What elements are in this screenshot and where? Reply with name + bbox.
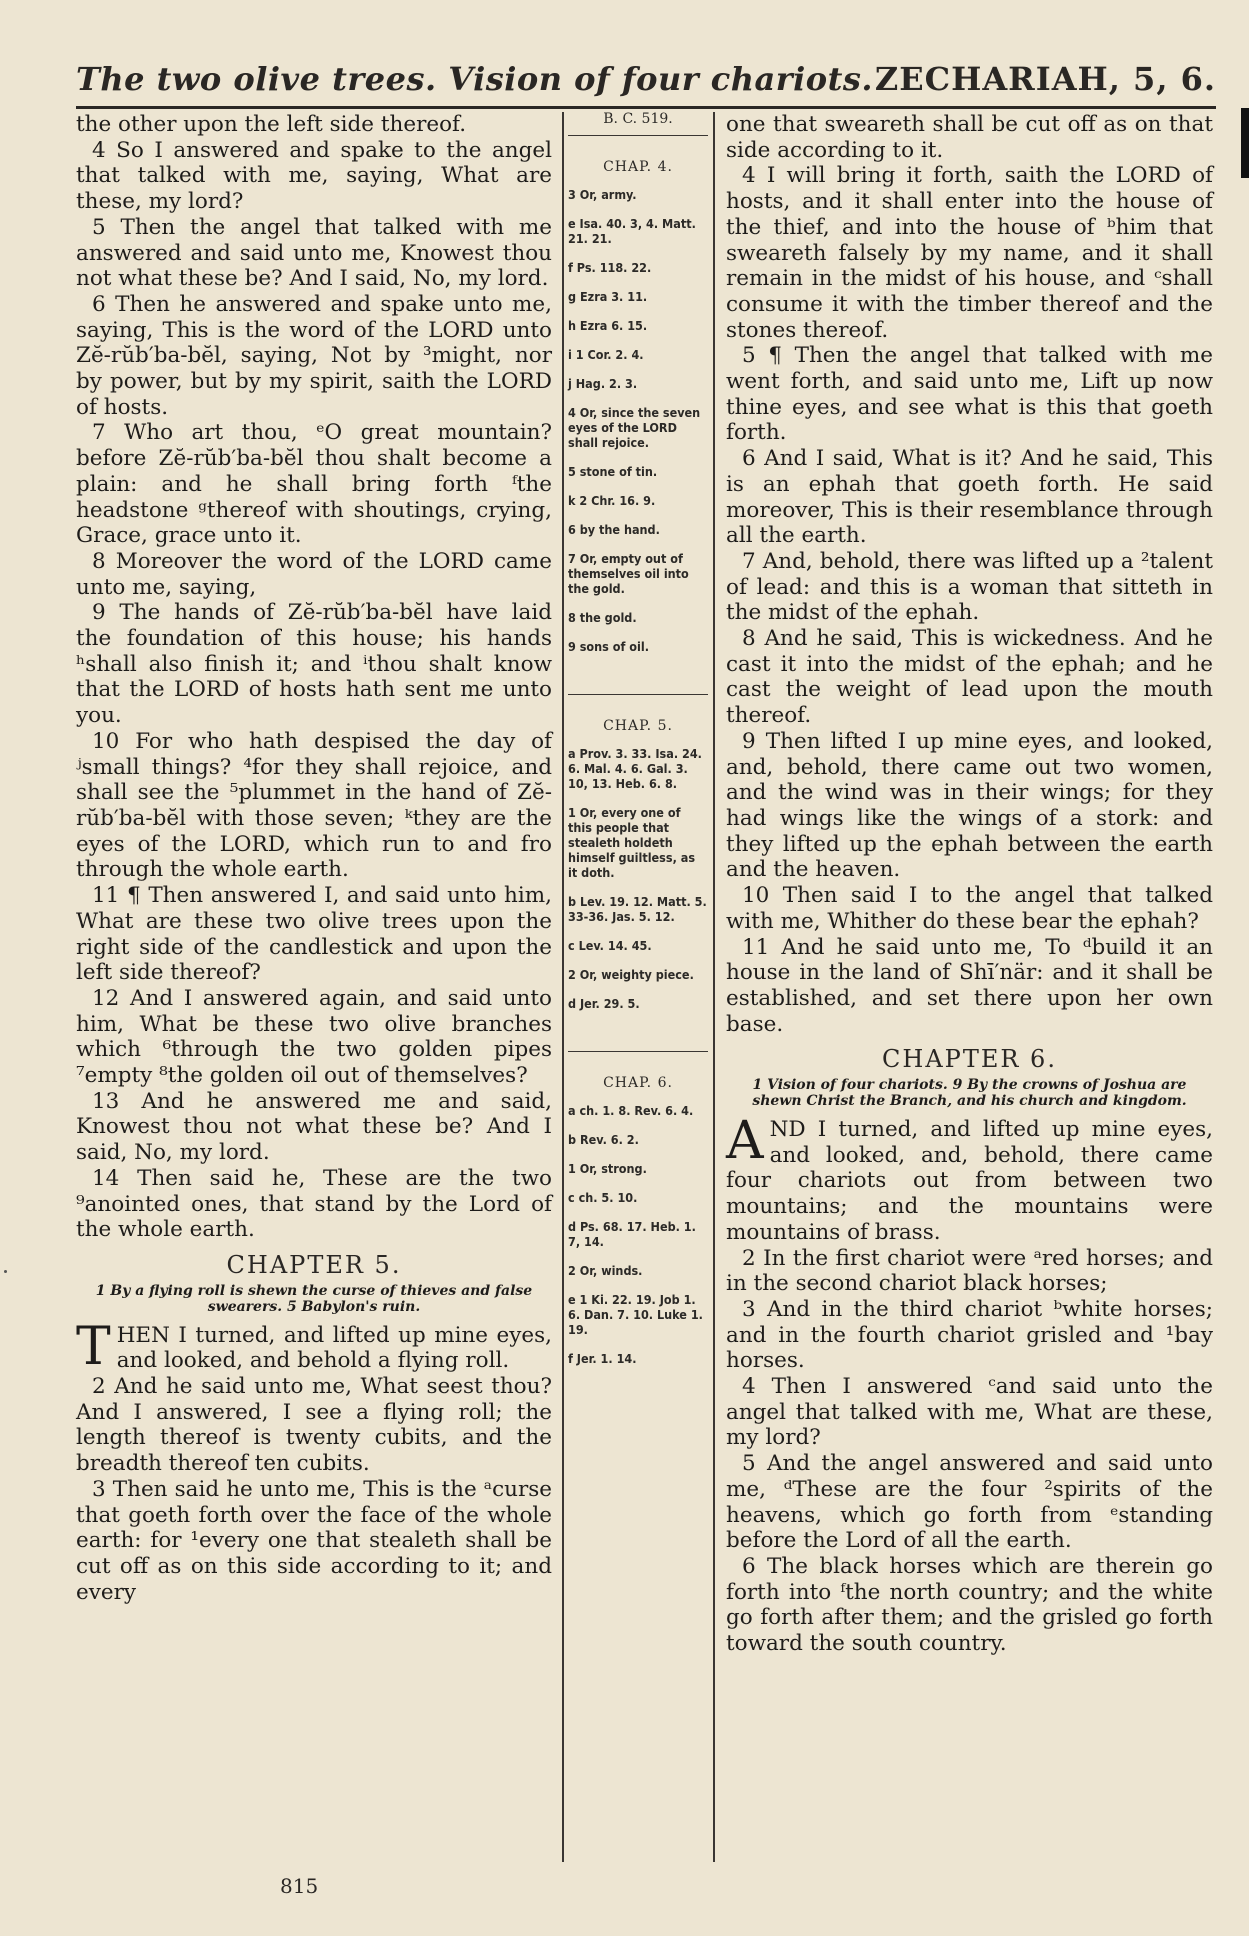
chapter-5-verse-1 [76,1316,552,1377]
margin-note: b Rev. 6. 2. [568,1132,639,1147]
margin-note: e Isa. 40. 3, 4. Matt. 21. 21. [568,216,696,246]
verse: 12 And I answered again, and said unto him, What be these two olive branches which ⁶through the two golden pipes ⁷empty ⁸the golden oil out of themselves? [76,985,552,1089]
chapter-6-verse-1-text: ND I turned, and lifted up mine eyes, and looked, and, behold, there came four chariots out from between two mountains; and the mountains were mountains of brass. [726,1117,1213,1245]
margin-note: 6 by the hand. [568,522,660,537]
margin-note: 1 Or, strong. [568,1161,647,1176]
margin-note: a ch. 1. 8. Rev. 6. 4. [568,1103,694,1118]
margin-note: h Ezra 6. 15. [568,318,648,333]
chapter-6-dropcap: A [726,1111,764,1172]
verse: 5 And the angel answered and said unto me, ᵈThese are the four ²spirits of the heavens, which go forth from ᵉstanding before the Lord of all the earth. [726,1451,1213,1554]
margin-chap-4: CHAP. 4. [603,159,673,175]
margin-note: 4 Or, since the seven eyes of the LORD shall rejoice. [568,405,701,450]
verse: 6 The black horses which are therein go forth into ᶠthe north country; and the white go forth after them; and the grisled go forth toward the south country. [726,1553,1213,1657]
verse: 6 And I said, What is it? And he said, This is an ephah that goeth forth. He said moreover, This is their resemblance through all the earth. [726,446,1213,549]
margin-note: 7 Or, empty out of themselves oil into the gold. [568,551,689,596]
verse: 13 And he answered me and said, Knowest thou not what these be? And I said, No, my lord. [76,1088,552,1166]
verse: 2 In the first chariot were ᵃred horses; and in the second chariot black horses; [726,1245,1213,1297]
margin-note: d Ps. 68. 17. Heb. 1. 7, 14. [568,1219,696,1249]
verse: 6 Then he answered and spake unto me, saying, This is the word of the LORD unto Zĕ-rŭb′ba-bĕl, saying, Not by ³might, nor by power, but by my spirit, saith the LORD of hosts. [76,291,552,420]
verse: 5 ¶ Then the angel that talked with me went forth, and said unto me, Lift up now thine eyes, and see what is this that goeth forth. [726,343,1213,446]
margin-note: f Jer. 1. 14. [568,1351,637,1366]
verse: one that sweareth shall be cut off as on that side according to it. [726,112,1213,163]
verse: 11 And he said unto me, To ᵈbuild it an house in the land of Shī′när: and it shall be established, and set there upon her own base. [726,934,1213,1037]
margin-note: 3 Or, army. [568,187,637,202]
margin-chap-6: CHAP. 6. [603,1075,673,1091]
column-divider-right [713,112,715,1862]
margin-note: c ch. 5. 10. [568,1190,638,1205]
margin-note: f Ps. 118. 22. [568,260,652,275]
margin-note: d Jer. 29. 5. [568,996,640,1011]
margin-rule [568,135,708,136]
paper-speck [4,1270,7,1273]
margin-note: g Ezra 3. 11. [568,289,648,304]
margin-note: i 1 Cor. 2. 4. [568,347,644,362]
thumb-index-tab [1241,108,1249,178]
verse: 4 I will bring it forth, saith the LORD of hosts, and it shall enter into the house of the thief, and into the house of ᵇhim that sweareth falsely by my name, and it shall remain in the midst of his house, and ᶜshall consume it with the timber thereof and the stones thereof. [726,163,1213,343]
verse: 10 Then said I to the angel that talked with me, Whither do these bear the ephah? [726,883,1213,934]
margin-note: j Hag. 2. 3. [568,376,638,391]
verse: 3 And in the third chariot ᵇwhite horses; and in the fourth chariot grisled and ¹bay horses. [726,1296,1213,1374]
chapter-5-verse-1-text: HEN I turned, and lifted up mine eyes, and looked, and behold a flying roll. [116,1322,552,1374]
chapter-5-heading: CHAPTER 5. [226,1250,402,1279]
margin-note: 2 Or, weighty piece. [568,967,694,982]
verse: 8 Moreover the word of the LORD came unto me, saying, [76,548,552,600]
margin-date: B. C. 519. [603,111,673,127]
verse: 7 And, behold, there was lifted up a ²talent of lead: and this is a woman that sitteth in the midst of the ephah. [726,548,1213,626]
verse: 4 Then I answered ᶜand said unto the angel that talked with me, What are these, my lord? [726,1374,1213,1451]
margin-rule [568,694,708,695]
margin-note: e 1 Ki. 22. 19. Job 1. 6. Dan. 7. 10. Luke 1. 19. [568,1292,703,1337]
center-reference-column [568,112,708,1380]
verse: the other upon the left side thereof. [76,112,467,137]
margin-note: 9 sons of oil. [568,639,650,654]
margin-note: c Lev. 14. 45. [568,938,652,953]
right-text-column [726,112,1213,1657]
chapter-6-summary: 1 Vision of four chariots. 9 By the crowns of Joshua are shewn Christ the Branch, and his church and kingdom. [752,1077,1187,1110]
chapter-6-heading: CHAPTER 6. [882,1045,1057,1074]
page-number: 815 [280,1874,319,1898]
running-header [76,56,1216,109]
verse: 4 So I answered and spake to the angel that talked with me, saying, What are these, my lord? [76,137,552,215]
header-topic: The two olive trees. Vision of four chariots. [76,60,874,98]
left-text-column [76,112,552,1605]
chapter-6-verse-1 [726,1111,1213,1246]
margin-chap-5: CHAP. 5. [603,718,673,734]
column-divider-left [562,112,564,1862]
margin-note: k 2 Chr. 16. 9. [568,493,656,508]
verse: 2 And he said unto me, What seest thou? And I answered, I see a flying roll; the length thereof is twenty cubits, and the breadth thereof ten cubits. [76,1374,552,1477]
verse: 9 Then lifted I up mine eyes, and looked, and, behold, there came out two women, and the wind was in their wings; for they had wings like the wings of a stork: and they lifted up the ephah between the earth and the heaven. [726,728,1213,883]
verse: 3 Then said he unto me, This is the ᵃcurse that goeth forth over the face of the whole earth: for ¹every one that stealeth shall be cut off as on this side according to it; and every [76,1476,552,1605]
margin-note: b Lev. 19. 12. Matt. 5. 33-36. Jas. 5. 12. [568,894,707,924]
margin-rule [568,1051,708,1052]
margin-note: 2 Or, winds. [568,1263,643,1278]
verse: 11 ¶ Then answered I, and said unto him, What are these two olive trees upon the right side of the candlestick and upon the left side thereof? [76,883,552,986]
margin-note: 1 Or, every one of this people that stealeth holdeth himself guiltless, as it doth. [568,805,696,880]
margin-note: 5 stone of tin. [568,464,658,479]
verse: 5 Then the angel that talked with me answered and said unto me, Knowest thou not what these be? And I said, No, my lord. [76,214,552,292]
verse: 9 The hands of Zĕ-rŭb′ba-bĕl have laid the foundation of this house; his hands ʰshall also finish it; and ⁱthou shalt know that the LORD of hosts hath sent me unto you. [76,600,552,729]
verse: 10 For who hath despised the day of ʲsmall things? ⁴for they shall rejoice, and shall see the ⁵plummet in the hand of Zĕ-rŭb′ba-bĕl with those seven; ᵏthey are the eyes of the LORD, which run to and fro through the whole earth. [76,728,552,883]
margin-note: 8 the gold. [568,610,637,625]
margin-note: a Prov. 3. 33. Isa. 24. 6. Mal. 4. 6. Gal. 3. 10, 13. Heb. 6. 8. [568,746,702,791]
verse: 8 And he said, This is wickedness. And he cast it into the midst of the ephah; and he cast the weight of lead upon the mouth thereof. [726,626,1213,729]
chapter-5-dropcap: T [76,1316,111,1377]
verse: 14 Then said he, These are the two ⁹anointed ones, that stand by the Lord of the whole earth. [76,1165,552,1243]
chapter-5-summary: 1 By a flying roll is shewn the curse of thieves and false swearers. 5 Babylon's ruin. [95,1282,533,1315]
header-book-ref: ZECHARIAH, 5, 6. [874,60,1216,98]
verse: 7 Who art thou, ᵉO great mountain? before Zĕ-rŭb′ba-bĕl thou shalt become a plain: and he shall bring forth ᶠthe headstone ᵍthereof with shoutings, crying, Grace, grace unto it. [76,420,552,549]
